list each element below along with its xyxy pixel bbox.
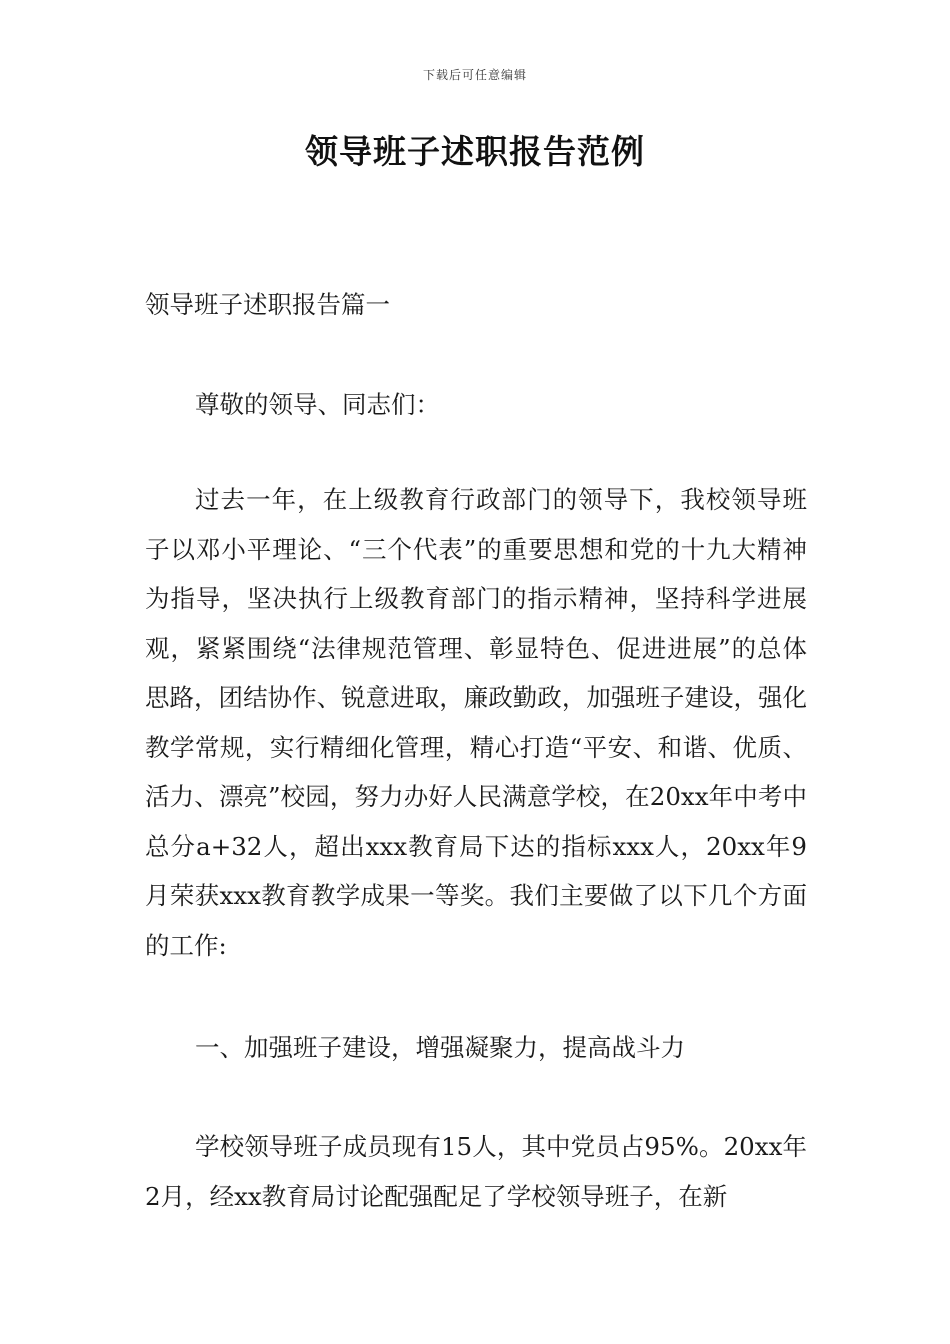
header-note: 下载后可任意编辑 [422, 68, 527, 82]
document-title: 领导班子述职报告范例 [305, 132, 645, 171]
body-paragraph: 学校领导班子成员现有15人，其中党员占95%。20xx年2月，经xx教育局讨论配强配足了学校领导班子，在新 [145, 1132, 807, 1211]
salutation: 尊敬的领导、同志们： [195, 390, 440, 419]
subheading: 一、加强班子建设，增强凝聚力，提高战斗力 [195, 1033, 685, 1062]
body-paragraph: 过去一年，在上级教育行政部门的领导下，我校领导班子以邓小平理论、“三个代表”的重要思想和党的十九大精神为指导，坚决执行上级教育部门的指示精神，坚持科学进展观，紧紧围绕“法律规范管理、彰显特色、促进进展”的总体思路，团结协作、锐意进取，廉政勤政，加强班子建设，强化教学常规，实行精细化管理，精心打造“平安、和谐、优质、活力、漂亮”校园，努力办好人民满意学校，在20xx年中考中总分a+32人，超出xxx教育局下达的指标xxx人，20xx年9月荣获xxx教育教学成果一等奖。我们主要做了以下几个方面的工作: [145, 485, 807, 960]
section-title: 领导班子述职报告篇一 [145, 290, 390, 319]
